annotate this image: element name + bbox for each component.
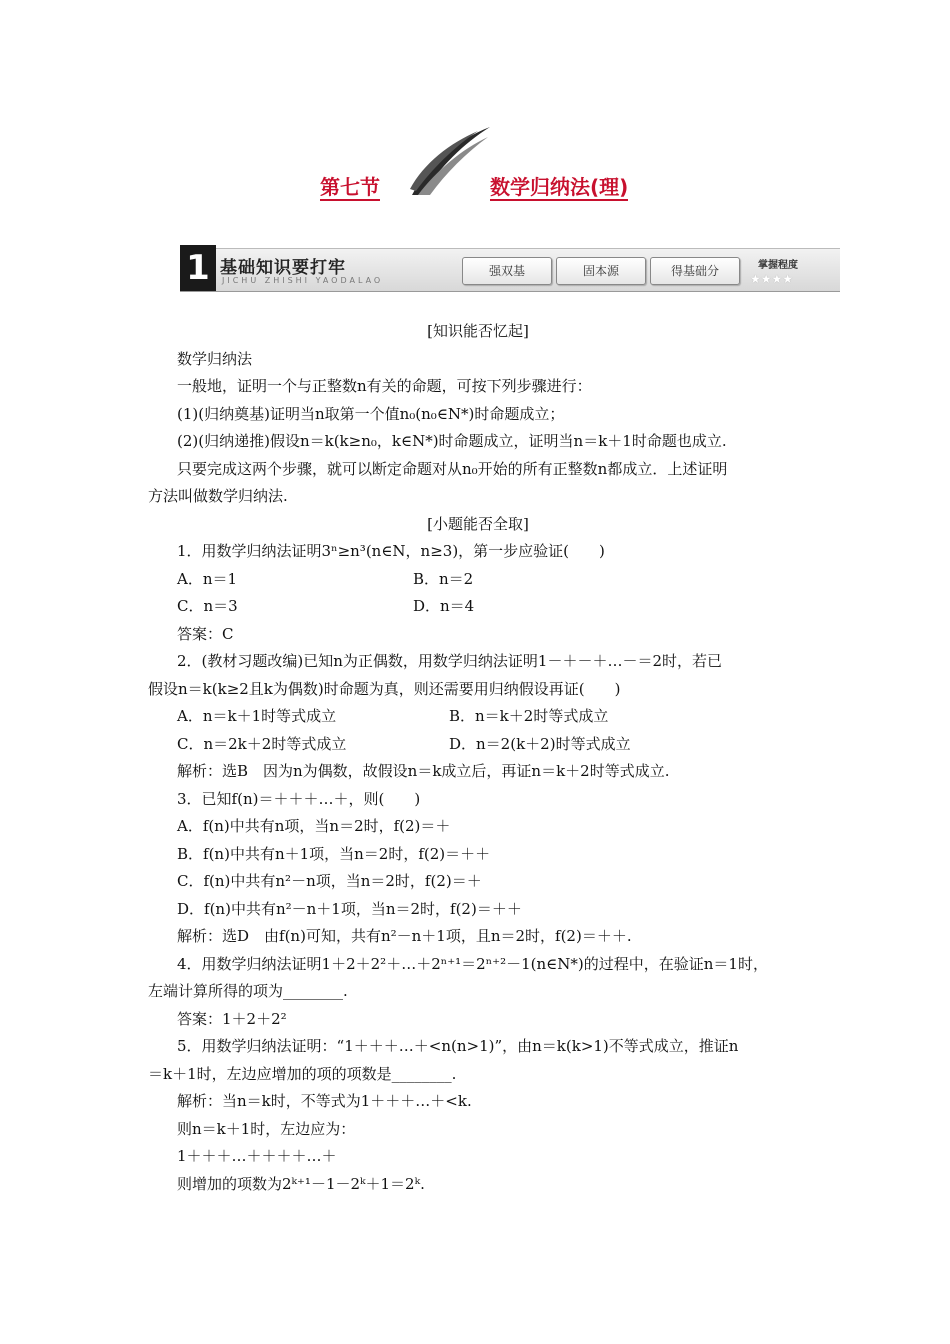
banner-number: 1 — [180, 245, 216, 291]
solution-line: 则n＝k＋1时，左边应为： — [177, 1119, 356, 1138]
question-4: 4．用数学归纳法证明1＋2＋2²＋…＋2ⁿ⁺¹＝2ⁿ⁺²－1(n∈N*)的过程中，在验证n＝1时， — [177, 954, 768, 973]
options-row — [148, 731, 808, 759]
solution: 解析：当n＝k时，不等式为1＋＋＋…＋<k. — [177, 1092, 472, 1110]
text-line: (1)(归纳奠基)证明当n取第一个值n₀(n₀∈N*)时命题成立； — [177, 404, 565, 423]
answer: 答案：C — [177, 624, 234, 643]
option-b: B．f(n)中共有n＋1项，当n＝2时，f(2)＝＋＋ — [177, 844, 491, 863]
option-d: D．n＝4 — [413, 597, 475, 615]
text-line: 只要完成这两个步骤，就可以断定命题对从n₀开始的所有正整数n都成立．上述证明 — [177, 459, 728, 478]
option-c: C．n＝3 — [177, 597, 238, 615]
tag-qiang-shuang-ji: 强双基 — [462, 257, 552, 285]
options-row — [148, 566, 808, 594]
mastery-level — [744, 252, 834, 288]
tag-gu-ben-yuan: 固本源 — [556, 257, 646, 285]
question-3: 3．已知f(n)＝＋＋＋…＋，则( ) — [177, 789, 421, 808]
text-line: 方法叫做数学归纳法. — [148, 487, 288, 505]
heading-exercises: [小题能否全取] — [427, 514, 529, 533]
swoosh-decoration-icon — [408, 125, 494, 199]
heading-knowledge: [知识能否忆起] — [427, 322, 529, 340]
option-c: C．n＝2k＋2时等式成立 — [177, 734, 347, 753]
text-line: 一般地，证明一个与正整数n有关的命题，可按下列步骤进行： — [177, 377, 592, 395]
tag-de-ji-chu-fen: 得基础分 — [650, 257, 740, 285]
question-4-cont: 左端计算所得的项为________. — [148, 982, 348, 1000]
text-line: 数学归纳法 — [177, 349, 253, 368]
question-1: 1．用数学归纳法证明3ⁿ≥n³(n∈N，n≥3)，第一步应验证( ) — [177, 542, 605, 560]
question-2: 2．(教材习题改编)已知n为正偶数，用数学归纳法证明1－＋－＋…－＝2时，若已 — [177, 652, 722, 670]
solution: 解析：选D 由f(n)可知，共有n²－n＋1项，且n＝2时，f(2)＝＋＋. — [177, 927, 632, 945]
answer: 答案：1＋2＋2² — [177, 1009, 287, 1028]
main-content — [148, 318, 808, 1198]
question-2-cont: 假设n＝k(k≥2且k为偶数)时命题为真，则还需要用归纳假设再证( ) — [148, 679, 621, 698]
option-a: A．f(n)中共有n项，当n＝2时，f(2)＝＋ — [177, 817, 451, 835]
mastery-stars-icon: ★★★★ — [750, 272, 794, 286]
question-5-cont: ＝k＋1时，左边应增加的项的项数是________. — [148, 1064, 457, 1083]
option-a: A．n＝k＋1时等式成立 — [177, 707, 337, 725]
mastery-label: 掌握程度 — [758, 260, 798, 271]
solution-line: 1＋＋＋…＋＋＋＋…＋ — [177, 1147, 337, 1165]
option-a: A．n＝1 — [177, 569, 238, 588]
options-row — [148, 593, 808, 621]
option-d: D．n＝2(k＋2)时等式成立 — [449, 734, 631, 753]
option-c: C．f(n)中共有n²－n项，当n＝2时，f(2)＝＋ — [177, 872, 482, 890]
options-row — [148, 703, 808, 731]
section-banner — [180, 248, 840, 292]
section-number: 第七节 — [320, 175, 380, 199]
text-line: (2)(归纳递推)假设n＝k(k≥n₀，k∈N*)时命题成立，证明当n＝k＋1时命题也成立. — [177, 432, 727, 450]
banner-pinyin: JICHU ZHISHI YAODALAO — [222, 276, 384, 285]
banner-title: 基础知识要打牢 — [220, 258, 346, 278]
option-d: D．f(n)中共有n²－n＋1项，当n＝2时，f(2)＝＋＋ — [177, 899, 522, 918]
option-b: B．n＝k＋2时等式成立 — [449, 707, 609, 725]
section-header — [0, 125, 950, 205]
solution: 解析：选B 因为n为偶数，故假设n＝k成立后，再证n＝k＋2时等式成立. — [177, 762, 670, 780]
option-b: B．n＝2 — [413, 569, 474, 588]
section-title: 数学归纳法(理) — [490, 175, 629, 199]
solution-line: 则增加的项数为2ᵏ⁺¹－1－2ᵏ＋1＝2ᵏ. — [177, 1174, 425, 1193]
question-5: 5．用数学归纳法证明：“1＋＋＋…＋<n(n>1)”，由n＝k(k>1)不等式成立，推证n — [177, 1037, 739, 1055]
